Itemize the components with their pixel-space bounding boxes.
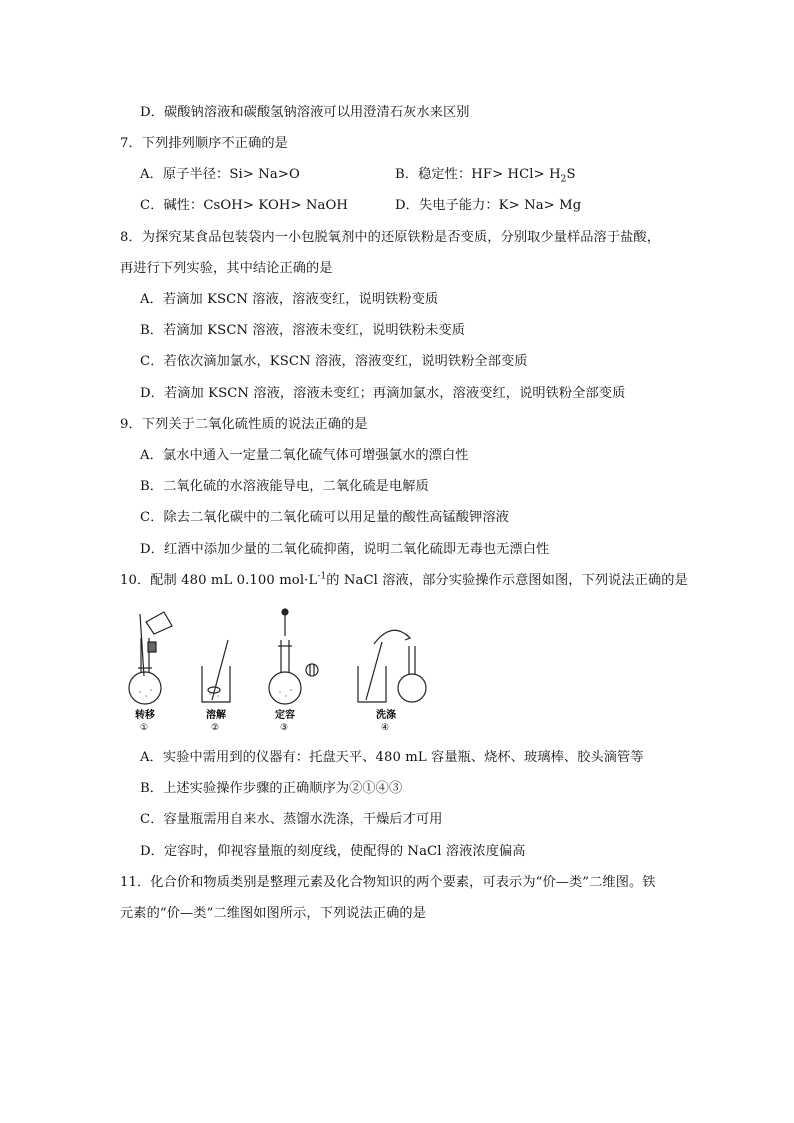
q10-wash-figure [352,606,432,736]
q9-option-d: D．红酒中添加少量的二氧化硫抑菌，说明二氧化硫即无毒也无漂白性 [140,542,550,557]
q8-stem-line2: 再进行下列实验，其中结论正确的是 [120,261,333,276]
q9-option-c: C．除去二氧化碳中的二氧化硫可以用足量的酸性高锰酸钾溶液 [140,510,509,525]
q10-stem: 10．配制 480 mL 0.100 $mol\cdot L^{-1}$的 NaCl 溶液，部分实验操作示意图如图，下列说法正确的是 [120,571,688,588]
q8-option-d: D．若滴加 KSCN 溶液，溶液未变红；再滴加氯水，溶液变红，说明铁粉全部变质 [140,386,626,401]
caption-1: 转移 [135,710,155,721]
q9-option-a: A．氯水中通入一定量二氧化硫气体可增强氯水的漂白性 [140,448,469,463]
caption-number-4: ④ [381,723,390,733]
wash-beaker-icon [358,642,386,702]
q7-option-d: D．失电子能力：K> Na> Mg [395,198,582,213]
q10-option-a: A．实验中需用到的仪器有：托盘天平、480 mL 容量瓶、烧杯、玻璃棒、胶头滴管等 [140,750,644,765]
caption-number-1: ① [140,723,149,733]
q11-stem-line1: 11．化合价和物质类别是整理元素及化合物知识的两个要素，可表示为“价—类”二维图。铁 [120,875,656,890]
pour-arrow-icon [374,630,410,644]
q9-stem: 9．下列关于二氧化硫性质的说法正确的是 [120,417,368,432]
caption-number-2: ② [211,723,220,733]
q10-option-b: B．上述实验操作步骤的正确顺序为②①④③ [140,781,403,796]
q8-option-c: C．若依次滴加氯水，KSCN 溶液，溶液变红，说明铁粉全部变质 [140,354,528,369]
caption-number-3: ③ [280,723,289,733]
caption-4: 洗涤 [376,710,396,721]
volume-flask-icon [269,609,318,704]
q7-option-b: B．稳定性：$HF> HCl> H_2S$ [395,167,576,185]
q11-stem-line2: 元素的“价—类”二维图如图所示，下列说法正确的是 [120,906,427,921]
q6-option-d: D．碳酸钠溶液和碳酸氢钠溶液可以用澄清石灰水来区别 [140,105,470,120]
q7-stem: 7．下列排列顺序不正确的是 [120,136,288,151]
q8-stem-line1: 8．为探究某食品包装袋内一小包脱氧剂中的还原铁粉是否变质，分别取少量样品溶于盐酸， [120,230,660,245]
q10-option-c: C．容量瓶需用自来水、蒸馏水洗涤，干燥后才可用 [140,812,443,827]
dissolve-beaker-icon [202,640,230,702]
caption-3: 定容 [275,710,295,721]
q10-option-d: D．定容时，仰视容量瓶的刻度线，使配得的 NaCl 溶液浓度偏高 [140,844,526,859]
q7-option-a: A．原子半径：Si> Na>O [140,167,300,182]
q10-lab-figure [120,606,340,736]
wash-flask-icon [398,646,426,702]
q9-option-b: B．二氧化硫的水溶液能导电，二氧化硫是电解质 [140,479,429,494]
q8-option-b: B．若滴加 KSCN 溶液，溶液未变红，说明铁粉未变质 [140,323,466,338]
caption-2: 溶解 [206,710,226,721]
q8-option-a: A．若滴加 KSCN 溶液，溶液变红，说明铁粉变质 [140,292,439,307]
q7-option-c: C．碱性：CsOH> KOH> NaOH [140,198,349,213]
